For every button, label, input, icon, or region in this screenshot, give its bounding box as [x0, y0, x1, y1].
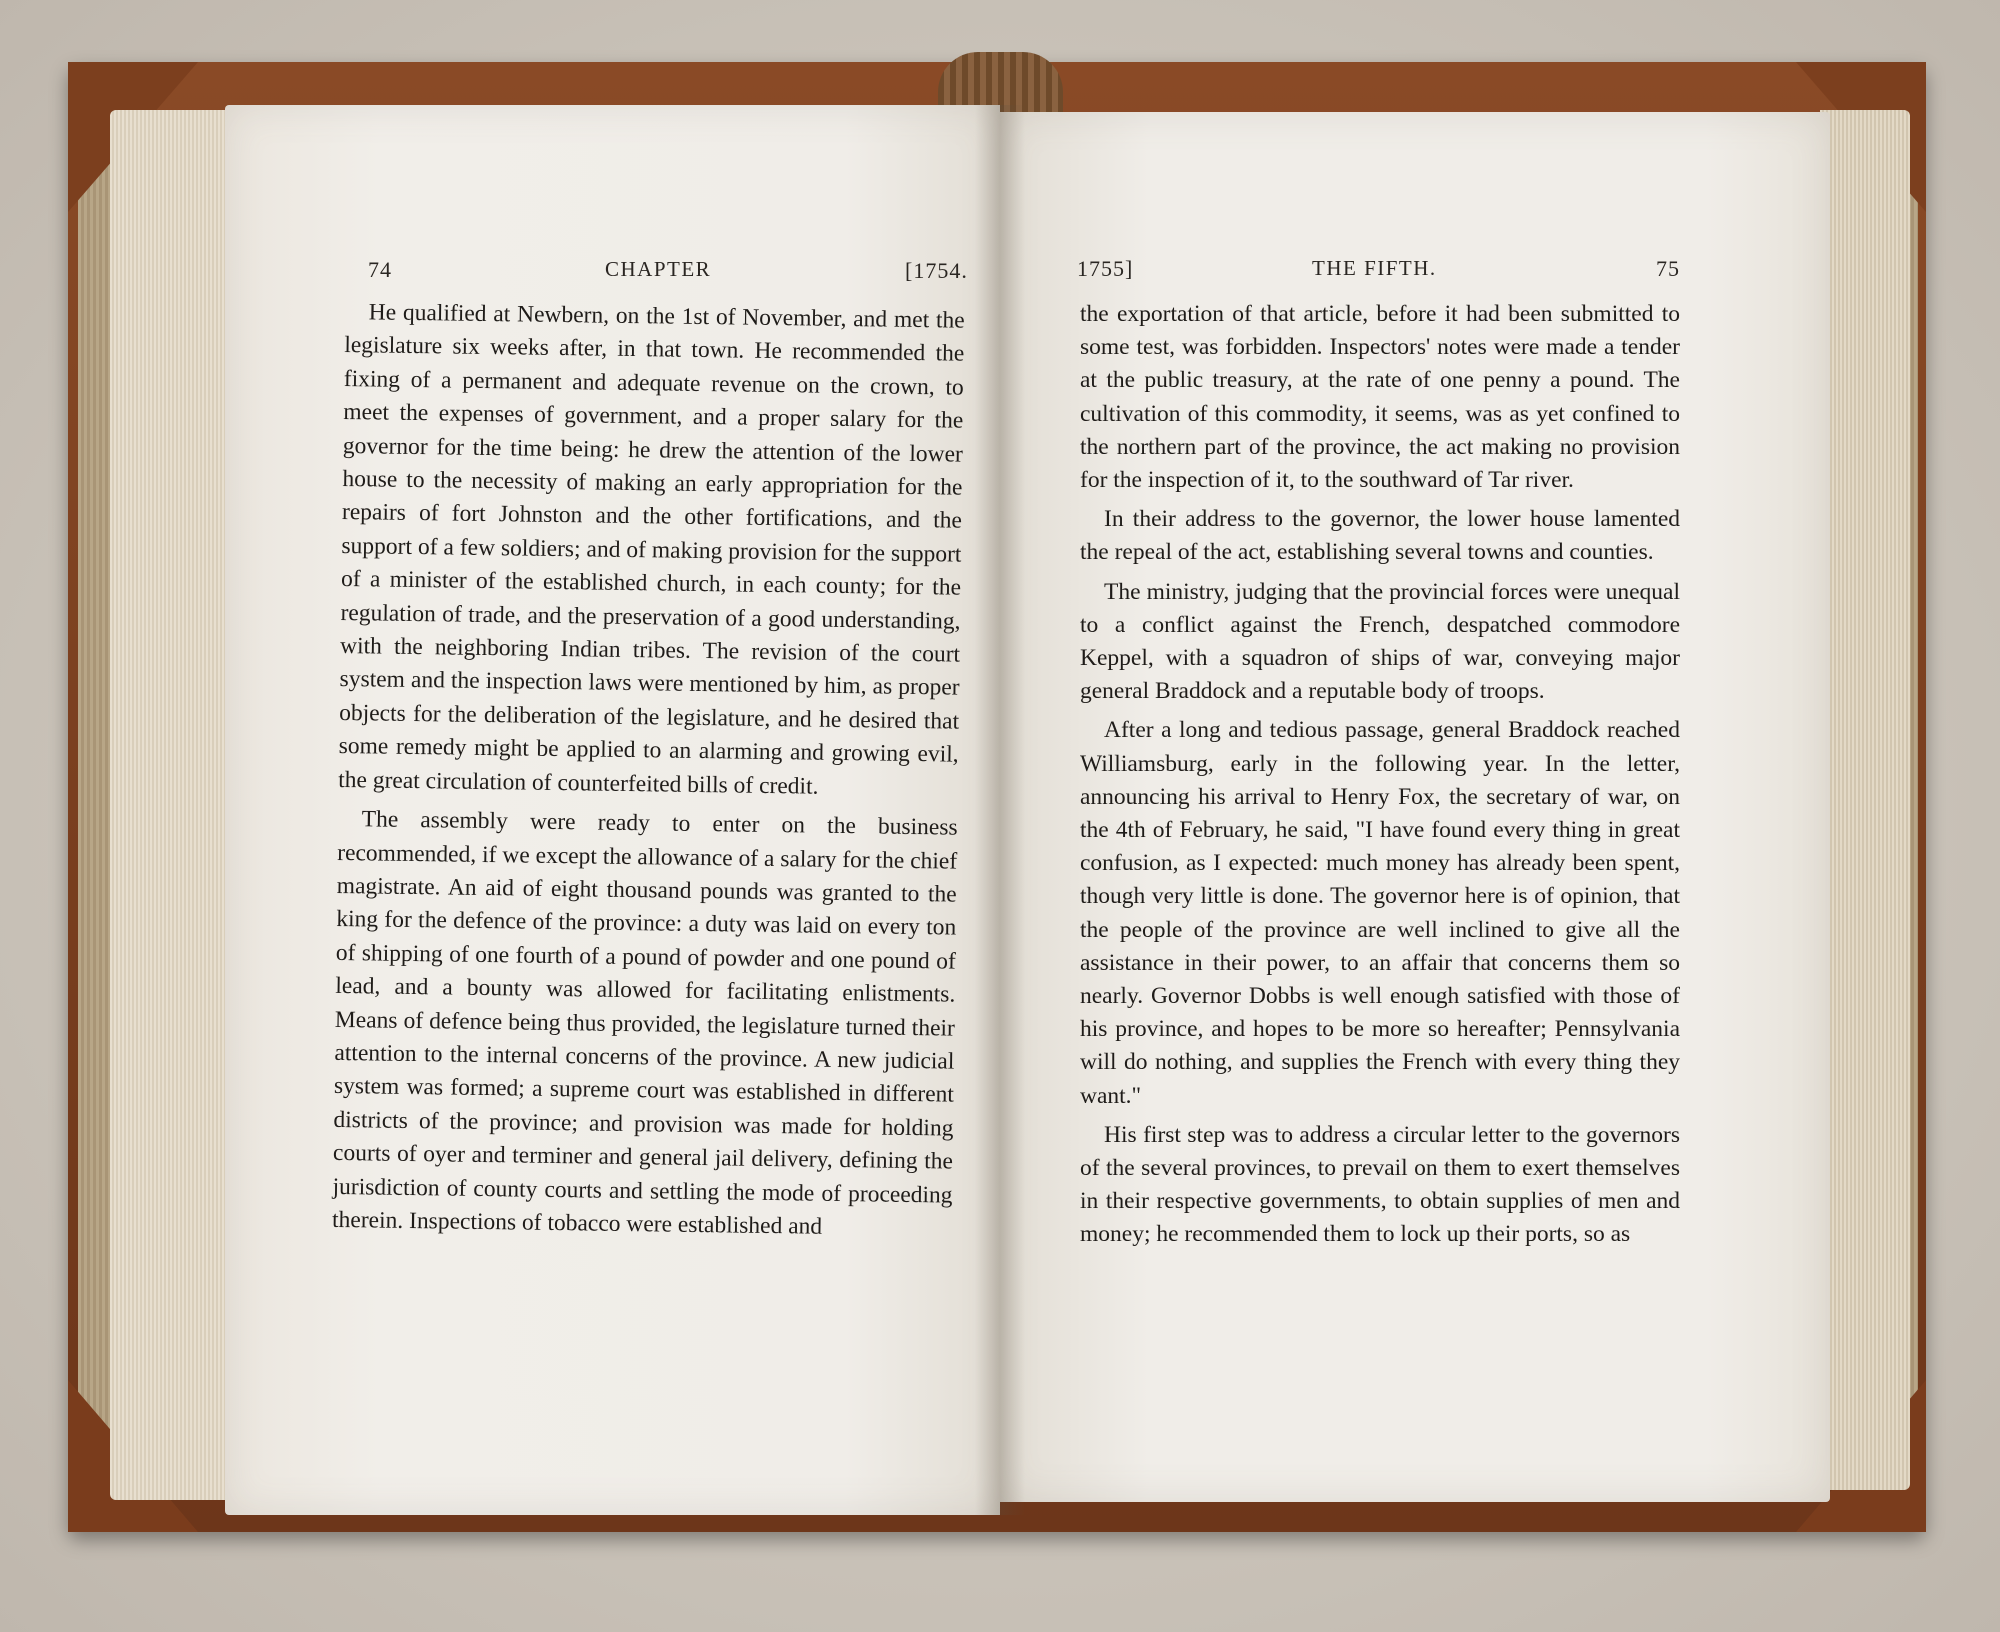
page-edges-right	[1820, 110, 1910, 1490]
paragraph: The ministry, judging that the provincial forces were unequal to a conflict against the French, despatched commodore Keppel, with a squadron of ships of war, conveying major general Braddock and a reputable body of troops.	[1080, 578, 1680, 705]
page-edges-left	[110, 110, 230, 1500]
right-page-number: 75	[1656, 256, 1680, 281]
left-page-text	[332, 296, 965, 1246]
paragraph: In their address to the governor, the lower house lamented the repeal of the act, establishing several towns and counties.	[1080, 506, 1680, 566]
right-running-head: THE FIFTH.	[1312, 256, 1437, 280]
left-running-head: CHAPTER	[605, 257, 712, 281]
right-page-text	[1080, 298, 1680, 1252]
paragraph: The assembly were ready to enter on the business recommended, if we except the allowance of a salary for the chief magistrate. An aid of eight thousand pounds was granted to the king for the defence of the province: a duty was laid on every ton of shipping of one fourth of a pound of powder and one pound of lead, and a bounty was allowed for facilitating enlistments. Means of defence being thus provided, the legislature turned their attention to the internal concerns of the province. A new judicial system was formed; a supreme court was established in different districts of the province; and provision was made for holding courts of oyer and terminer and general jail delivery, defining the jurisdiction of county courts and settling the mode of proceeding therein. Inspections of tobacco were established and	[331, 806, 958, 1240]
paragraph: His first step was to address a circular letter to the governors of the several provinces, to prevail on them to exert themselves in their respective governments, to obtain supplies of men and money; he recommended them to lock up their ports, so as	[1080, 1121, 1680, 1248]
left-year-marker: [1754.	[905, 258, 968, 283]
paragraph: the exportation of that article, before it had been submitted to some test, was forbidden. Inspectors' notes were made a tender at the public treasury, at the rate of one penny a pound. The cultivation of this commodity, it seems, was as yet confined to the northern part of the province, the act making no provision for the inspection of it, to the southward of Tar river.	[1080, 301, 1680, 494]
right-year-marker: 1755]	[1077, 256, 1134, 281]
page-gutter	[975, 105, 1025, 1515]
paragraph: After a long and tedious passage, general Braddock reached Williamsburg, early in the following year. In the letter, announcing his arrival to Henry Fox, the secretary of war, on the 4th of February, he said, "I have found every thing in great confusion, as I expected: much money has already been spent, though very little is done. The governor here is of opinion, that the people of the province are well inclined to give all the assistance in their power, to an affair that concerns them so nearly. Governor Dobbs is well enough satisfied with those of his province, and hopes to be more so hereafter; Pennsylvania will do nothing, and supplies the French with every thing they want."	[1080, 717, 1680, 1109]
paragraph: He qualified at Newbern, on the 1st of November, and met the legislature six weeks after, in that town. He recommended the fixing of a permanent and adequate revenue on the crown, to meet the expenses of government, and a proper salary for the governor for the time being: he drew the attention of the lower house to the necessity of making an early appropriation for the repairs of fort Johnston and the other fortifications, and the support of a few soldiers; and of making provision for the support of a minister of the established church, in each county; for the regulation of trade, and the preservation of a good understanding, with the neighboring Indian tribes. The revision of the court system and the inspection laws were mentioned by him, as proper objects for the deliberation of the legislature, and he desired that some remedy might be applied to an alarming and growing evil, the great circulation of counterfeited bills of credit.	[338, 299, 965, 800]
left-page-number: 74	[368, 257, 392, 282]
